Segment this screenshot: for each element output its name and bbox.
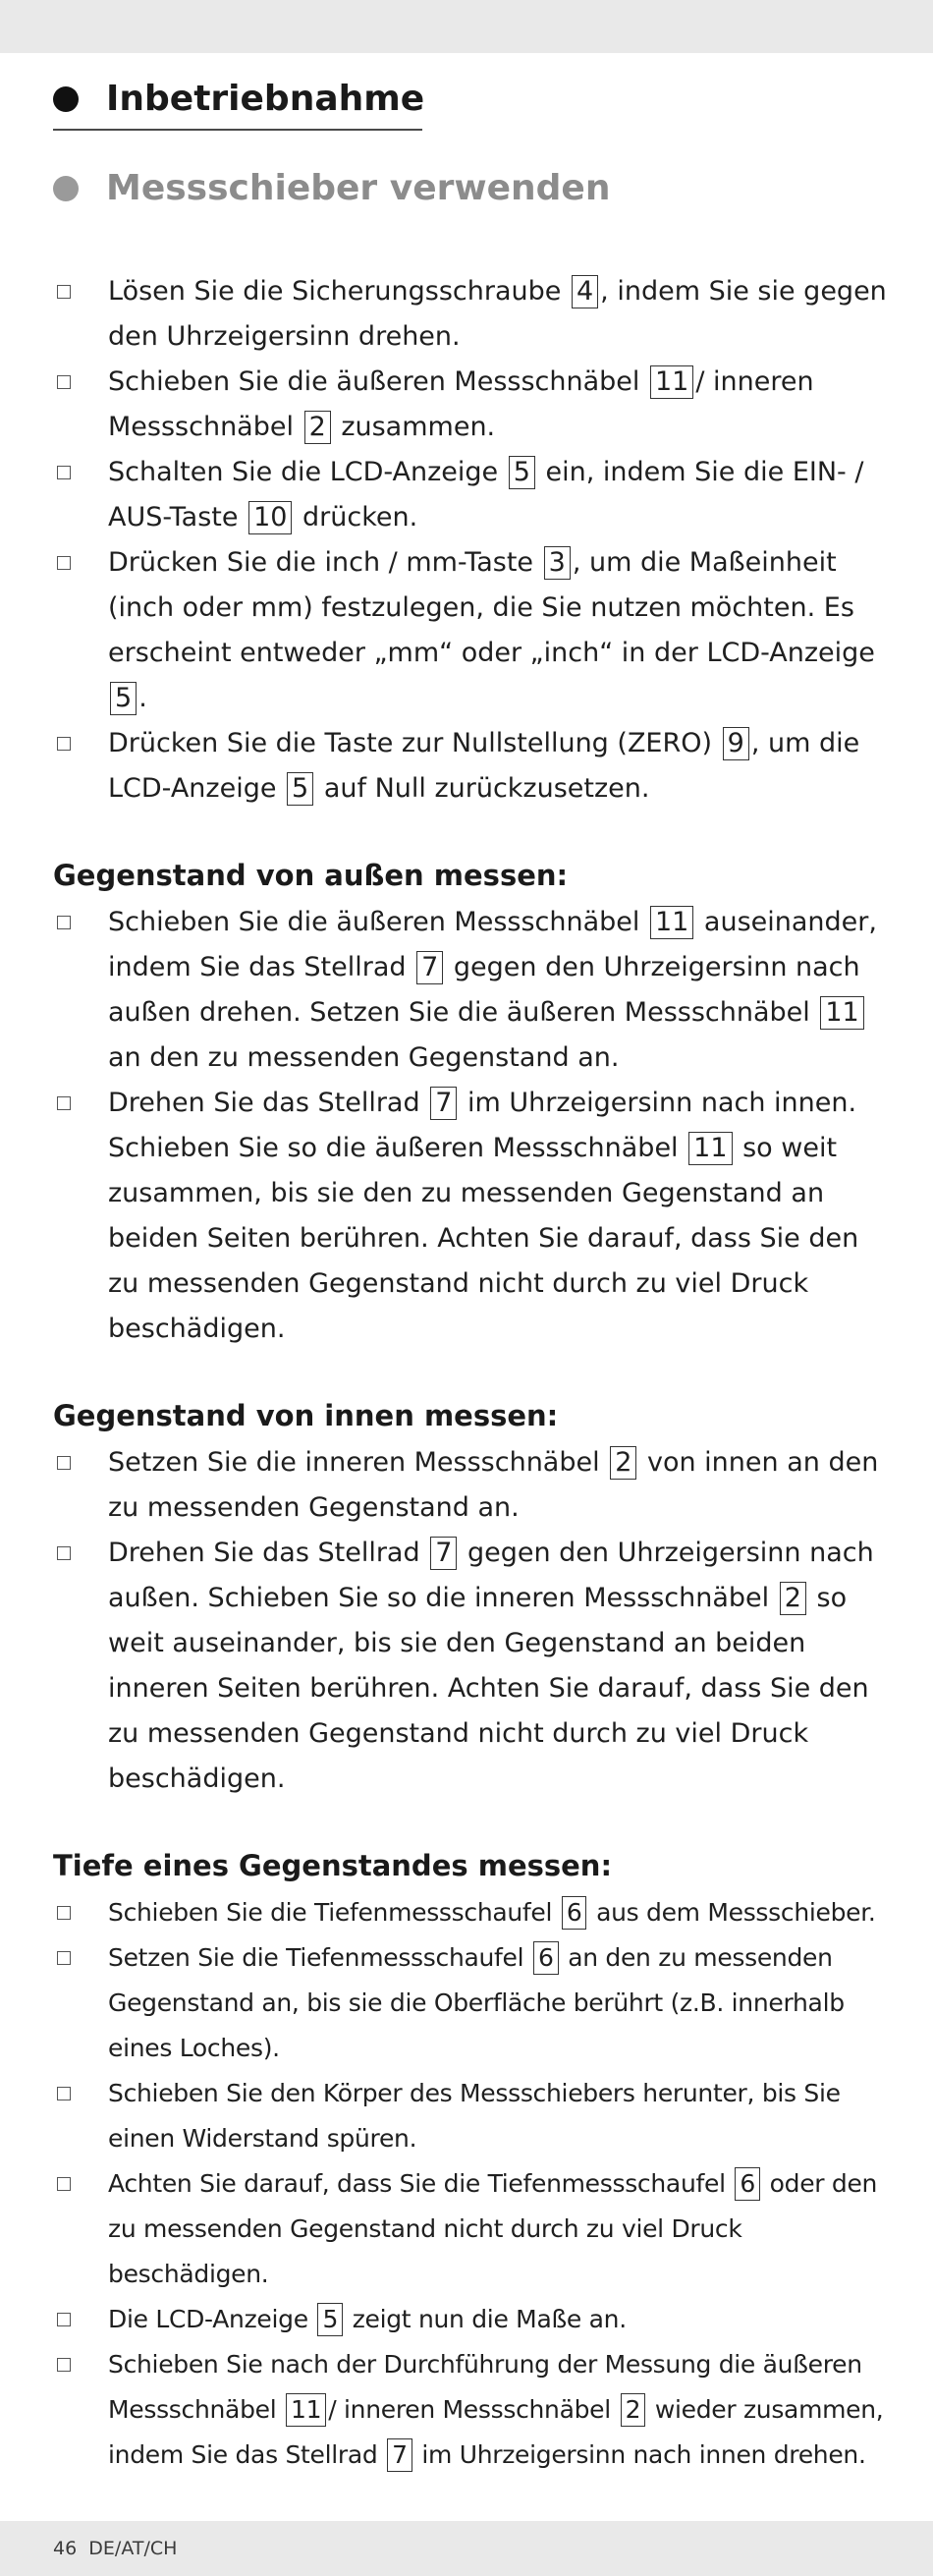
part-number-badge: 11 <box>688 1132 732 1165</box>
list-item <box>53 269 888 360</box>
step-text: Schieben Sie den Körper des Messschiebers herunter, bis Sie einen Widerstand spüren. <box>108 2079 841 2153</box>
main-heading <box>53 79 425 131</box>
step-text: gegen den Uhrzeigersinn nach außen. Schieben Sie so die inneren Messschnäbel <box>108 1538 874 1613</box>
part-number-badge: 7 <box>416 951 443 984</box>
list-item <box>53 360 888 450</box>
region-code: DE/AT/CH <box>88 2538 178 2559</box>
step-text: Setzen Sie die inneren Messschnäbel <box>108 1447 609 1478</box>
step-text: Achten Sie darauf, dass Sie die Tiefenmessschaufel <box>108 2169 734 2198</box>
list-item <box>53 450 888 540</box>
part-number-badge: 5 <box>110 682 137 715</box>
list-item <box>53 900 888 1081</box>
part-number-badge: 6 <box>562 1896 587 1930</box>
checkbox-bullet-icon <box>57 285 71 299</box>
inside-steps <box>53 1440 888 1802</box>
list-item <box>53 2161 888 2297</box>
step-text: Schieben Sie die Tiefenmessschaufel <box>108 1898 560 1927</box>
part-number-badge: 6 <box>533 1941 559 1975</box>
step-text: / inneren Messschnäbel <box>108 366 814 442</box>
checkbox-bullet-icon <box>57 375 71 389</box>
list-item <box>53 1440 888 1531</box>
part-number-badge: 5 <box>509 456 535 489</box>
list-item <box>53 1081 888 1352</box>
main-heading-text: Inbetriebnahme <box>106 79 425 119</box>
step-text: , um die LCD-Anzeige <box>108 728 860 804</box>
part-number-badge: 2 <box>780 1582 806 1615</box>
step-text: drücken. <box>294 502 418 532</box>
step-text: Schalten Sie die LCD-Anzeige <box>108 457 507 487</box>
checkbox-bullet-icon <box>57 1951 71 1965</box>
step-text: Schieben Sie die äußeren Messschnäbel <box>108 907 648 937</box>
part-number-badge: 7 <box>387 2438 412 2472</box>
step-text: zusammen. <box>332 412 496 442</box>
page-content <box>53 79 888 2478</box>
step-text: an den zu messenden Gegenstand an. <box>108 1042 620 1073</box>
step-text: so weit zusammen, bis sie den zu messenden Gegenstand an beiden Seiten berühren. Achten Sie darauf, dass Sie den zu messenden Gegenstand nicht durch zu viel Druck beschädigen. <box>108 1133 859 1344</box>
part-number-badge: 7 <box>430 1087 457 1120</box>
step-text: Drücken Sie die inch / mm-Taste <box>108 547 542 578</box>
sub-heading <box>53 168 888 208</box>
list-item <box>53 540 888 721</box>
checkbox-bullet-icon <box>57 1546 71 1560</box>
section-title-outside: Gegenstand von außen messen: <box>53 859 569 892</box>
step-text: Drehen Sie das Stellrad <box>108 1538 429 1568</box>
part-number-badge: 11 <box>650 906 693 939</box>
outside-steps <box>53 900 888 1352</box>
part-number-badge: 9 <box>723 727 749 760</box>
step-text: Schieben Sie die äußeren Messschnäbel <box>108 366 648 397</box>
checkbox-bullet-icon <box>57 1906 71 1920</box>
part-number-badge: 3 <box>544 546 571 580</box>
part-number-badge: 6 <box>735 2167 760 2201</box>
part-number-badge: 10 <box>248 501 292 534</box>
part-number-badge: 2 <box>304 411 331 444</box>
step-text: im Uhrzeigersinn nach innen. Schieben Sie so die äußeren Messschnäbel <box>108 1088 857 1163</box>
section-title-depth: Tiefe eines Gegenstandes messen: <box>53 1849 613 1882</box>
list-item <box>53 1935 888 2071</box>
step-text: Schieben Sie nach der Durchführung der Messung die äußeren Messschnäbel <box>108 2350 862 2424</box>
section-title-inside: Gegenstand von innen messen: <box>53 1399 559 1432</box>
step-text: von innen an den zu messenden Gegenstand an. <box>108 1447 879 1523</box>
part-number-badge: 7 <box>430 1537 457 1570</box>
checkbox-bullet-icon <box>57 1456 71 1470</box>
step-text: so weit auseinander, bis sie den Gegenstand an beiden inneren Seiten berühren. Achten Sie darauf, dass Sie den zu messenden Gegenstand nicht durch zu viel Druck beschädigen. <box>108 1583 869 1794</box>
step-text: auseinander, indem Sie das Stellrad <box>108 907 877 982</box>
checkbox-bullet-icon <box>57 1096 71 1110</box>
step-text: Drehen Sie das Stellrad <box>108 1088 429 1118</box>
checkbox-bullet-icon <box>57 2313 71 2326</box>
sub-heading-text: Messschieber verwenden <box>106 168 611 208</box>
part-number-badge: 5 <box>287 772 313 806</box>
step-text: , um die Maßeinheit (inch oder mm) festzulegen, die Sie nutzen möchten. Es erscheint entweder „mm“ oder „inch“ in der LCD-Anzeige <box>108 547 875 668</box>
step-text: zeigt nun die Maße an. <box>345 2305 627 2333</box>
step-text: im Uhrzeigersinn nach innen drehen. <box>413 2440 866 2469</box>
part-number-badge: 2 <box>610 1446 636 1480</box>
step-text: Die LCD-Anzeige <box>108 2305 316 2333</box>
checkbox-bullet-icon <box>57 2177 71 2191</box>
step-text: an den zu messenden Gegenstand an, bis sie die Oberfläche berührt (z.B. innerhalb eines Loches). <box>108 1943 845 2062</box>
part-number-badge: 11 <box>650 365 693 399</box>
part-number-badge: 11 <box>820 996 863 1030</box>
heading-bullet-icon <box>53 86 79 112</box>
checkbox-bullet-icon <box>57 2087 71 2100</box>
list-item <box>53 1890 888 1935</box>
step-text: , indem Sie sie gegen den Uhrzeigersinn drehen. <box>108 276 887 352</box>
step-text: / inneren Messschnäbel <box>328 2395 619 2424</box>
list-item <box>53 2342 888 2478</box>
list-item <box>53 721 888 812</box>
list-item <box>53 2297 888 2342</box>
step-text: wieder zusammen, indem Sie das Stellrad <box>108 2395 884 2469</box>
step-text: Lösen Sie die Sicherungsschraube <box>108 276 570 307</box>
part-number-badge: 4 <box>572 275 598 308</box>
checkbox-bullet-icon <box>57 916 71 929</box>
page-footer <box>53 2521 177 2576</box>
intro-steps <box>53 269 888 812</box>
step-text: oder den zu messenden Gegenstand nicht durch zu viel Druck beschädigen. <box>108 2169 878 2288</box>
step-text: ein, indem Sie die EIN- / AUS-Taste <box>108 457 864 532</box>
top-band <box>0 0 933 53</box>
step-text: aus dem Messschieber. <box>588 1898 876 1927</box>
heading-bullet-icon <box>53 176 79 201</box>
part-number-badge: 2 <box>621 2393 646 2427</box>
list-item <box>53 1531 888 1802</box>
step-text: auf Null zurückzusetzen. <box>315 773 650 804</box>
checkbox-bullet-icon <box>57 2358 71 2372</box>
page-number: 46 <box>53 2538 78 2559</box>
step-text: Drücken Sie die Taste zur Nullstellung (ZERO) <box>108 728 721 758</box>
checkbox-bullet-icon <box>57 466 71 479</box>
checkbox-bullet-icon <box>57 737 71 751</box>
depth-steps <box>53 1890 888 2478</box>
list-item <box>53 2071 888 2161</box>
checkbox-bullet-icon <box>57 556 71 570</box>
step-text: . <box>138 683 147 713</box>
part-number-badge: 11 <box>286 2393 326 2427</box>
part-number-badge: 5 <box>317 2303 343 2336</box>
step-text: gegen den Uhrzeigersinn nach außen drehen. Setzen Sie die äußeren Messschnäbel <box>108 952 860 1028</box>
step-text: Setzen Sie die Tiefenmessschaufel <box>108 1943 531 1972</box>
